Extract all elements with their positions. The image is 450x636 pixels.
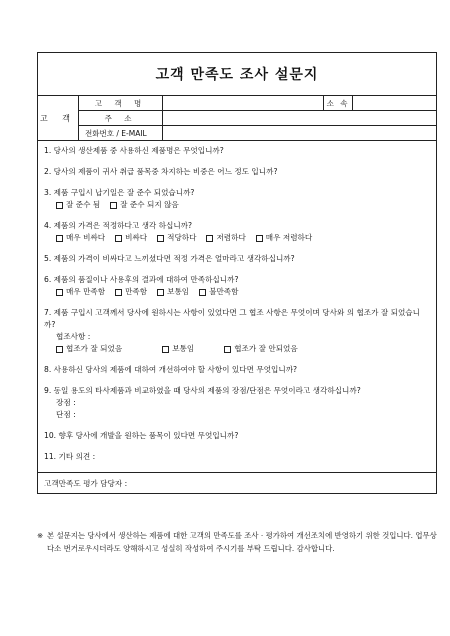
- question-4: [44, 220, 430, 244]
- checkbox-icon[interactable]: [157, 235, 164, 242]
- checkbox-icon[interactable]: [110, 202, 117, 209]
- question-5: [44, 253, 430, 265]
- strengths-label: 장점 :: [56, 398, 76, 407]
- question-text: 9. 동일 용도의 타사제품과 비교하였을 때 당사의 제품의 장점/단점은 무엇이라고 생각하십니까?: [44, 386, 361, 395]
- checkbox-icon[interactable]: [256, 235, 263, 242]
- option-checkbox[interactable]: 매우 만족함: [56, 286, 105, 298]
- checkbox-icon[interactable]: [199, 289, 206, 296]
- checkbox-icon[interactable]: [56, 235, 63, 242]
- weaknesses-label: 단점 :: [56, 410, 76, 419]
- option-checkbox[interactable]: 불만족함: [199, 286, 238, 298]
- option-checkbox[interactable]: 매우 비싸다: [56, 232, 105, 244]
- affiliation-label: 소 속: [324, 96, 353, 110]
- note-text: 본 설문지는 당사에서 생산하는 제품에 대한 고객의 만족도를 조사 · 평가하여 개선조치에 반영하기 위한 것입니다. 업무상 다소 번거로우시더라도 양해하시고 성실히 작성하여 주시기를 부탁 드립니다. 감사합니다.: [47, 531, 437, 553]
- customer-name-label: 고 객 명: [79, 96, 163, 110]
- cooperation-items-label: 협조사항 :: [56, 332, 91, 341]
- phone-email-field[interactable]: [163, 126, 436, 140]
- option-checkbox[interactable]: 비싸다: [115, 232, 147, 244]
- option-checkbox[interactable]: 보통임: [162, 343, 194, 355]
- survey-form: [37, 52, 437, 494]
- question-text: 8. 사용하신 당사의 제품에 대하여 개선하여야 할 사항이 있다면 무엇입니까?: [44, 365, 298, 374]
- question-6: [44, 274, 430, 298]
- checkbox-icon[interactable]: [157, 289, 164, 296]
- option-checkbox[interactable]: 잘 준수 되지 않음: [110, 199, 179, 211]
- question-3: [44, 187, 430, 211]
- question-text: 11. 기타 의견 :: [44, 452, 96, 461]
- checkbox-icon[interactable]: [206, 235, 213, 242]
- question-list: [38, 141, 436, 463]
- question-1: [44, 145, 430, 157]
- checkbox-icon[interactable]: [224, 346, 231, 353]
- form-title: 고객 만족도 조사 설문지: [38, 53, 436, 96]
- checkbox-icon[interactable]: [56, 202, 63, 209]
- question-text: 5. 제품의 가격이 비싸다고 느끼셨다면 적정 가격은 얼마라고 생각하십니까?: [44, 254, 295, 263]
- option-checkbox[interactable]: 만족함: [115, 286, 147, 298]
- question-text: 2. 당사의 제품이 귀사 취급 품목중 차지하는 비중은 어느 정도 입니까?: [44, 167, 278, 176]
- checkbox-icon[interactable]: [115, 235, 122, 242]
- question-text: 10. 향후 당사에 개발을 원하는 품목이 있다면 무엇입니까?: [44, 431, 239, 440]
- checkbox-icon[interactable]: [162, 346, 169, 353]
- question-text: 4. 제품의 가격은 적정하다고 생각 하십니까?: [44, 221, 193, 230]
- option-checkbox[interactable]: 보통임: [157, 286, 189, 298]
- affiliation-field[interactable]: [353, 96, 436, 110]
- option-checkbox[interactable]: 협조가 잘 되었음: [56, 343, 122, 355]
- checkbox-icon[interactable]: [56, 289, 63, 296]
- question-8: [44, 364, 430, 376]
- phone-email-label: 전화번호 / E-MAIL: [79, 126, 163, 140]
- footnote: [37, 529, 437, 555]
- question-2: [44, 166, 430, 178]
- customer-label: 고 객: [38, 96, 79, 140]
- checkbox-icon[interactable]: [56, 346, 63, 353]
- option-checkbox[interactable]: 적당하다: [157, 232, 196, 244]
- question-7: [44, 307, 430, 355]
- evaluator-row: [38, 472, 436, 493]
- checkbox-icon[interactable]: [115, 289, 122, 296]
- option-checkbox[interactable]: 저렴하다: [206, 232, 245, 244]
- note-mark: ※: [37, 531, 44, 540]
- customer-info-section: [38, 96, 436, 141]
- address-label: 주 소: [79, 111, 163, 125]
- customer-name-field[interactable]: [163, 96, 324, 110]
- question-text: 6. 제품의 품질이나 사용후의 결과에 대하여 만족하십니까?: [44, 275, 239, 284]
- question-text: 3. 제품 구입시 납기일은 잘 준수 되었습니까?: [44, 188, 195, 197]
- question-text: 1. 당사의 생산제품 중 사용하신 제품명은 무엇입니까?: [44, 146, 224, 155]
- evaluator-label: 고객만족도 평가 담당자 :: [44, 478, 128, 488]
- question-11: [44, 451, 430, 463]
- question-9: [44, 385, 430, 421]
- option-checkbox[interactable]: 협조가 잘 안되었음: [224, 343, 298, 355]
- question-10: [44, 430, 430, 442]
- option-checkbox[interactable]: 잘 준수 됨: [56, 199, 100, 211]
- option-checkbox[interactable]: 매우 저렴하다: [256, 232, 312, 244]
- address-field[interactable]: [163, 111, 436, 125]
- question-text: 7. 제품 구입시 고객께서 당사에 원하시는 사항이 있었다면 그 협조 사항은 무엇이며 당사와 의 협조가 잘 되었습니까?: [44, 308, 420, 329]
